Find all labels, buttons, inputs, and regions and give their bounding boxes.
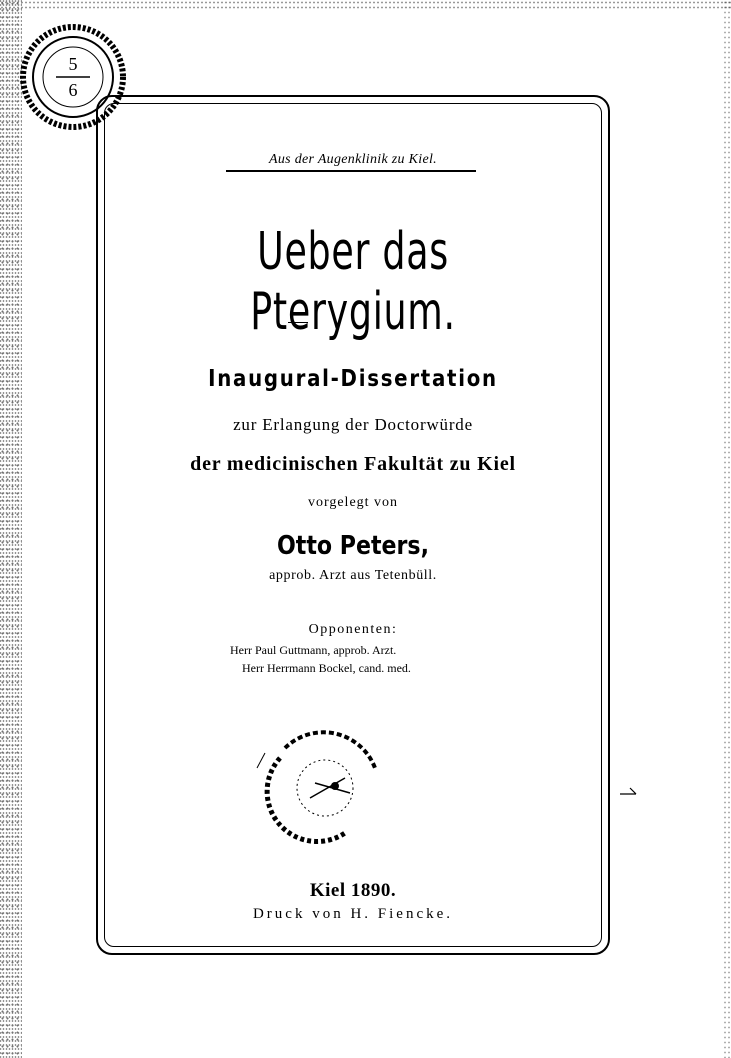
- clinic-line: Aus der Augenklinik zu Kiel.: [269, 152, 437, 167]
- opponent-item: Herr Paul Guttmann, approb. Arzt.: [230, 643, 397, 657]
- library-stamp-middle: [255, 728, 395, 848]
- presented-by: vorgelegt von: [307, 495, 399, 510]
- page-title: Ueber das Pterygium.: [250, 222, 456, 342]
- scan-edge-top: [0, 0, 731, 10]
- faculty-line: der medicinischen Fakultät zu Kiel: [190, 453, 516, 475]
- scan-edge-left: [0, 0, 22, 1058]
- clinic-underline: [226, 170, 476, 172]
- opponents-heading: Opponenten:: [308, 622, 398, 637]
- title-divider: [288, 322, 308, 323]
- stamp-number-top: 5: [68, 54, 78, 74]
- scan-edge-right: [723, 0, 731, 1058]
- imprint-printer: Druck von H. Fiencke.: [252, 906, 454, 922]
- opponent-item: Herr Herrmann Bockel, cand. med.: [242, 661, 411, 675]
- dissertation-heading: Inaugural-Dissertation: [208, 366, 498, 392]
- author-name: Otto Peters,: [277, 531, 429, 561]
- dissertation-purpose: zur Erlangung der Doctorwürde: [233, 415, 473, 434]
- author-description: approb. Arzt aus Tetenbüll.: [269, 568, 437, 583]
- stamp-number-bottom: 6: [68, 80, 78, 100]
- margin-mark: [620, 786, 640, 802]
- imprint-place-year: Kiel 1890.: [309, 880, 397, 901]
